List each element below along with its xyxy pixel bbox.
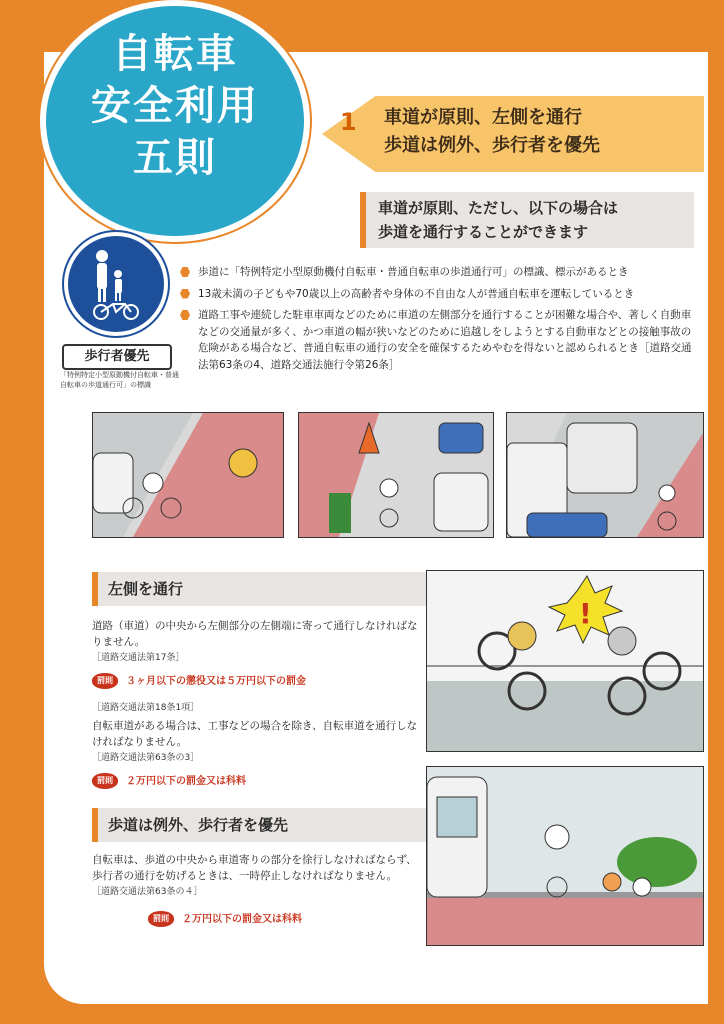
hexagon-bullet-icon <box>180 310 190 320</box>
sub-heading <box>360 192 694 248</box>
title-circle <box>40 0 310 242</box>
sign-label: 歩行者優先 <box>62 344 172 370</box>
illustration-child-cyclists <box>92 412 284 538</box>
heading-line-1: 車道が原則、左側を通行 <box>384 107 582 128</box>
list-item: 13歳未満の子どもや70歳以上の高齢者や身体の不自由な人が普通自転車を運転しているとき <box>180 286 700 303</box>
penalty-badge: 罰則 <box>92 673 118 689</box>
title-line-1: 自転車 <box>112 31 238 77</box>
sub-heading-line-2: 歩道を通行することができます <box>378 223 589 241</box>
heading-number: 1 <box>340 108 357 136</box>
illustration-head-on-collision <box>426 570 704 752</box>
penalty-2: 罰則 ２万円以下の罰金又は科料 <box>92 772 246 789</box>
heading-text <box>384 104 600 160</box>
illustration-traffic <box>506 412 704 538</box>
title-line-3: 五則 <box>133 135 217 181</box>
heading-line-2: 歩道は例外、歩行者を優先 <box>384 135 600 156</box>
hexagon-bullet-icon <box>180 289 190 299</box>
list-item: 道路工事や連続した駐車車両などのために車道の左側部分を通行することが困難な場合や、著しく自動車などの交通量が多く、かつ車道の幅が狭いなどのために追越しをしようとする自動車などとの接触事故の危険がある場合など、普通自転車の通行の安全を確保するためやむを得ないと認められるとき［道路交通法第63条の4、道路交通法施行令第26条］ <box>180 307 700 373</box>
section-title-left-side: 左側を通行 <box>92 572 426 606</box>
title-line-2: 安全利用 <box>91 83 259 129</box>
penalty-3: 罰則 ２万円以下の罰金又は科料 <box>148 910 302 927</box>
conditions-list <box>180 264 700 378</box>
illustration-sidewalk-yield <box>426 766 704 946</box>
penalty-1: 罰則 ３ヶ月以下の懲役又は５万円以下の罰金 <box>92 672 306 689</box>
left-side-text-1: 道路（車道）の中央から左側部分の左側端に寄って通行しなければなりません。 <box>92 620 418 648</box>
sign-caption: 「特例特定小型原動機付自転車・普通自転車の歩道通行可」の標識 <box>60 371 179 389</box>
section-title-sidewalk: 歩道は例外、歩行者を優先 <box>92 808 426 842</box>
sidewalk-ref: ［道路交通法第63条の４］ <box>92 887 203 897</box>
sidewalk-text: 自転車は、歩道の中央から車道寄りの部分を徐行しなければならず、歩行者の通行を妨げるときは、一時停止しなければなりません。 <box>92 854 417 882</box>
left-side-ref-3: ［道路交通法第63条の3］ <box>92 753 200 763</box>
svg-text:!: ! <box>579 597 592 630</box>
pedestrian-bicycle-sign-icon <box>64 232 168 336</box>
left-side-text-2: 自転車道がある場合は、工事などの場合を除き、自転車道を通行しなければなりません。 <box>92 720 418 748</box>
left-side-ref-1: ［道路交通法第17条］ <box>92 653 185 663</box>
penalty-badge: 罰則 <box>148 911 174 927</box>
sub-heading-line-1: 車道が原則、ただし、以下の場合は <box>378 199 619 217</box>
left-side-ref-2: ［道路交通法第18条1項］ <box>92 703 200 713</box>
penalty-badge: 罰則 <box>92 773 118 789</box>
hexagon-bullet-icon <box>180 267 190 277</box>
illustration-construction <box>298 412 494 538</box>
list-item: 歩道に「特例特定小型原動機付自転車・普通自転車の歩道通行可」の標識、標示があるとき <box>180 264 700 281</box>
